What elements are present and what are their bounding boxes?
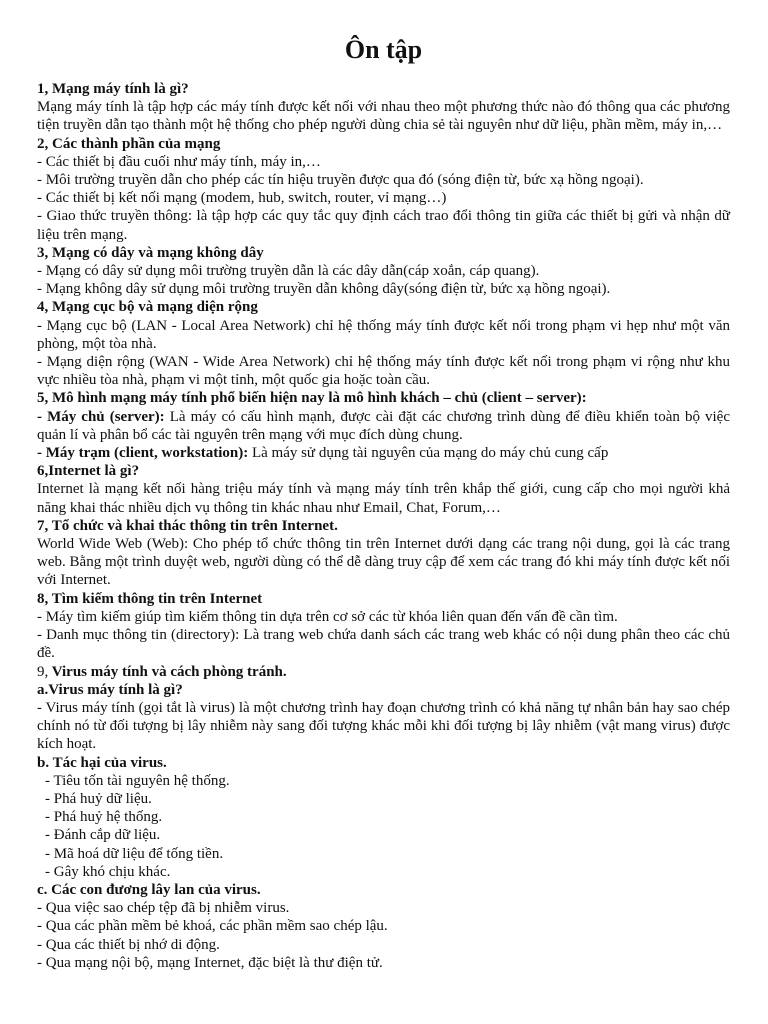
list-item: - Phá huỷ dữ liệu. <box>45 790 152 807</box>
client-text: Là máy sử dụng tài nguyên của mạng do máy chủ cung cấp <box>248 445 609 462</box>
list-item: - Các thiết bị đầu cuối như máy tính, máy in,… <box>37 153 321 170</box>
section-7-body: World Wide Web (Web): Cho phép tổ chức thông tin trên Internet dưới dạng các trang nội dung, gọi là các trang web. Bằng một trình duyệt web, người dùng có thể dễ dàng truy cập để xem các trang đó khi máy tính được kết nối với Internet. <box>37 536 730 589</box>
list-item: - Qua việc sao chép tệp đã bị nhiễm virus. <box>37 900 290 917</box>
client-definition <box>37 444 730 462</box>
list-item: - Mã hoá dữ liệu để tống tiền. <box>45 845 224 862</box>
list-item: - Tiêu tốn tài nguyên hệ thống. <box>45 772 230 789</box>
document-content <box>37 80 730 972</box>
list-item: - Mạng cục bộ (LAN - Local Area Network) chỉ hệ thống máy tính được kết nối trong phạm vi hẹp như một văn phòng, một tòa nhà. <box>37 317 730 352</box>
section-6-heading: 6,Internet là gì? <box>37 463 140 480</box>
section-9-number: 9, <box>37 663 49 680</box>
server-label: - Máy chủ (server): <box>37 408 165 425</box>
list-item: - Qua mạng nội bộ, mạng Internet, đặc biệt là thư điện tử. <box>37 954 383 971</box>
page-title: Ôn tập <box>344 35 423 64</box>
list-item: - Máy tìm kiếm giúp tìm kiếm thông tin dựa trên cơ sở các từ khóa liên quan đến vấn đề cần tìm. <box>37 608 618 625</box>
section-9c-heading: c. Các con đương lây lan của virus. <box>37 881 261 898</box>
list-item: - Phá huỷ hệ thống. <box>45 809 163 826</box>
list-item: - Môi trường truyền dẫn cho phép các tín hiệu truyền được qua đó (sóng điện từ, bức xạ hồng ngoại). <box>37 172 644 189</box>
section-1-body: Mạng máy tính là tập hợp các máy tính được kết nối với nhau theo một phương thức nào đó thông qua các phương tiện truyền dẫn tạo thành một hệ thống cho phép người dùng chia sẻ tài nguyên như dữ liệu, phần mềm, máy in,… <box>37 99 730 134</box>
section-9a-heading: a.Virus máy tính là gì? <box>37 681 183 698</box>
list-item: - Các thiết bị kết nối mạng (modem, hub, switch, router, vỉ mạng…) <box>37 190 447 207</box>
section-2-heading: 2, Các thành phần của mạng <box>37 135 221 152</box>
section-9a-body: - Virus máy tính (gọi tắt là virus) là một chương trình hay đoạn chương trình có khả năng tự nhân bản hay sao chép chính nó từ đối tượng bị lây nhiễm này sang đối tượng khác mỗi khi đối tượng bị lây nhiễm (vật mang virus) được kích hoạt. <box>37 699 730 753</box>
list-item: - Gây khó chịu khác. <box>45 863 171 880</box>
section-3-heading: 3, Mạng có dây và mạng không dây <box>37 244 264 261</box>
list-item: - Mạng diện rộng (WAN - Wide Area Network) chỉ hệ thống máy tính được kết nối trong phạm vi rộng như khu vực nhiều tòa nhà, phạm vi một tỉnh, một quốc gia hoặc toàn cầu. <box>37 354 730 389</box>
server-text: Là máy có cấu hình mạnh, được cài đặt các chương trình dùng để điều khiển toàn bộ việc quản lí và phân bổ các tài nguyên trên mạng với mục đích dùng chung. <box>37 408 730 443</box>
section-7-heading: 7, Tổ chức và khai thác thông tin trên Internet. <box>37 517 338 534</box>
list-item: - Qua các thiết bị nhớ di động. <box>37 936 220 953</box>
section-9-heading <box>37 663 730 681</box>
section-8-heading: 8, Tìm kiếm thông tin trên Internet <box>37 590 263 607</box>
list-item: - Giao thức truyền thông: là tập hợp các quy tắc quy định cách trao đổi thông tin giữa các thiết bị gửi và nhận dữ liệu trên mạng. <box>37 208 730 243</box>
section-9b-heading: b. Tác hại của virus. <box>37 754 167 771</box>
section-6-body: Internet là mạng kết nối hàng triệu máy tính và mạng máy tính trên khắp thế giới, cung cấp cho mọi người khả năng khai thác nhiều dịch vụ thông tin khác nhau như Email, Chat, Forum,… <box>37 481 730 516</box>
list-item: - Mạng không dây sử dụng môi trường truyền dẫn không dây(sóng điện từ, bức xạ hồng ngoại). <box>37 281 611 298</box>
section-1-heading: 1, Mạng máy tính là gì? <box>37 81 189 97</box>
list-item: - Đánh cắp dữ liệu. <box>45 827 161 844</box>
server-definition <box>37 408 730 444</box>
list-item: - Qua các phần mềm bẻ khoá, các phần mềm sao chép lậu. <box>37 918 388 935</box>
section-5-heading: 5, Mô hình mạng máy tính phổ biến hiện nay là mô hình khách – chủ (client – server): <box>37 390 587 407</box>
list-item: - Danh mục thông tin (directory): Là trang web chứa danh sách các trang web khác có nội dung phân theo các chủ đề. <box>37 627 730 662</box>
section-9-title: Virus máy tính và cách phòng tránh. <box>48 663 287 680</box>
list-item: - Mạng có dây sử dụng môi trường truyền dẫn là các dây dẫn(cáp xoắn, cáp quang). <box>37 263 540 280</box>
client-label: - Máy trạm (client, workstation): <box>37 445 249 462</box>
section-4-heading: 4, Mạng cục bộ và mạng diện rộng <box>37 299 258 316</box>
